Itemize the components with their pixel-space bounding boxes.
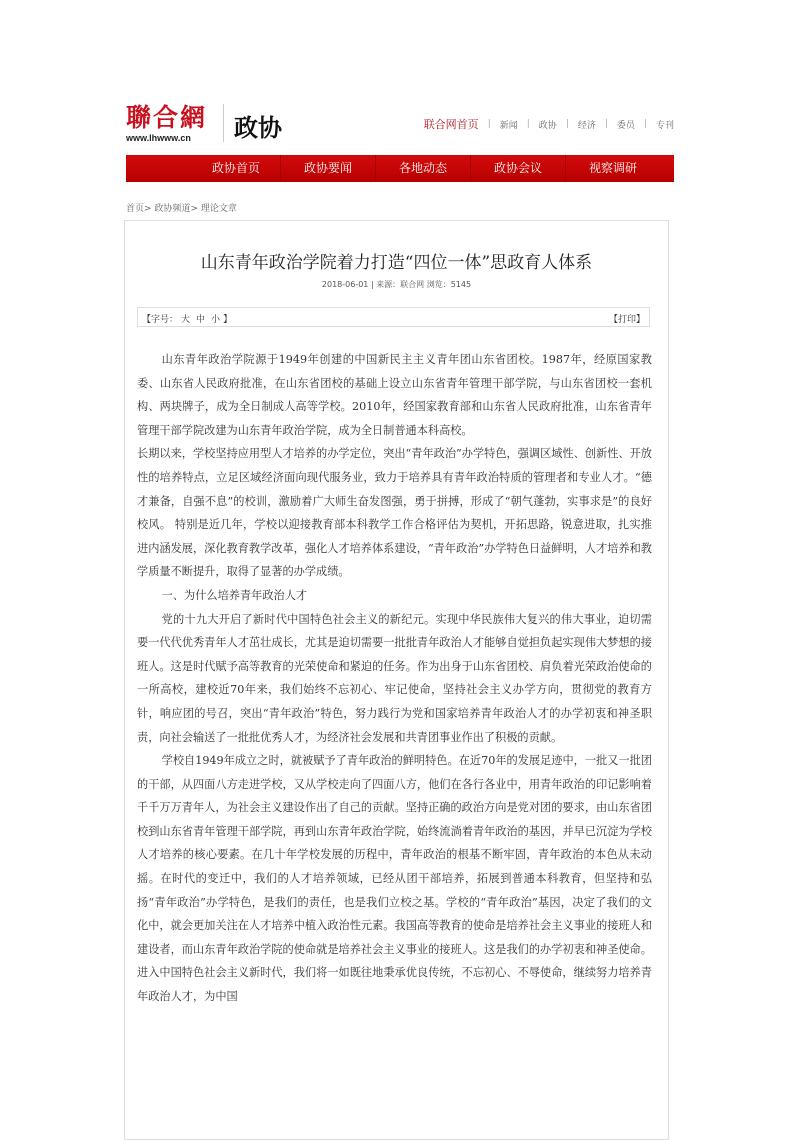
link-separator: |	[526, 119, 530, 129]
link-separator: |	[487, 119, 491, 129]
breadcrumb-separator: >	[190, 204, 201, 214]
breadcrumb-channel[interactable]: 政协频道	[154, 204, 191, 214]
article-paragraph: 学校自1949年成立之时，就被赋予了青年政治的鲜明特色。在近70年的发展足迹中，一批又一批团的干部，从四面八方走进学校，又从学校走向了四面八方，他们在各行各业中，用青年政治的印记影响着千千万万青年人，为社会主义建设作出了自己的贡献。坚持正确的政治方向是党对团的要求，由山东省团校到山东省青年管理干部学院，再到山东青年政治学院，始终流淌着青年政治的基因，并早已沉淀为学校人才培养的核心要素。在几十年学校发展的历程中，青年政治的根基不断牢固，青年政治的本色从未动摇。在时代的变迁中，我们的人才培养领域，已经从团干部培养，拓展到普通本科教育，但坚持和弘扬“青年政治”办学特色，是我们的责任，也是我们立校之基。学校的“青年政治”基因，决定了我们的文化中，就会更加关注在人才培养中植入政治性元素。我国高等教育的使命是培养社会主义事业的接班人和建设者，而山东青年政治学院的使命就是培养社会主义事业的接班人。这是我们的办学初衷和神圣使命。进入中国特色社会主义新时代，我们将一如既往地秉承优良传统，不忘初心、不辱使命，继续努力培养青年政治人才，为中国	[137, 754, 652, 1004]
breadcrumb-home[interactable]: 首页	[126, 204, 145, 214]
font-size-small-button[interactable]: 小	[211, 315, 221, 325]
font-size-label: 【字号：	[142, 315, 179, 325]
top-links	[424, 116, 674, 132]
nav-item-cppcc-home[interactable]: 政协首页	[211, 161, 260, 175]
article-paragraph: 党的十九大开启了新时代中国特色社会主义的新纪元。实现中华民族伟大复兴的伟大事业，迫切需要一代代优秀青年人才茁壮成长，尤其是迫切需要一批批青年政治人才能够自觉担负起实现伟大梦想的接班人。这是时代赋予高等教育的光荣使命和紧迫的任务。作为出身于山东省团校、肩负着光荣政治使命的一所高校，建校近70年来，我们始终不忘初心、牢记使命，坚持社会主义办学方向，贯彻党的教育方针，响应团的号召，突出“青年政治”特色，努力践行为党和国家培养青年政治人才的办学初衷和神圣职责，向社会输送了一批批优秀人才，为经济社会发展和共青团事业作出了积极的贡献。	[137, 612, 652, 744]
article-paragraph: 长期以来，学校坚持应用型人才培养的办学定位，突出“青年政治”办学特色，强调区域性、创新性、开放性的培养特点，立足区域经济面向现代服务业，致力于培养具有青年政治特质的管理者和专业人才。“德才兼备，自强不息”的校训，激励着广大师生奋发图强，勇于拼搏，形成了“朝气蓬勃，实事求是”的良好校风。 特别是近几年，学校以迎接教育部本科教学工作合格评估为契机，开拓思路，锐意进取，扎实推进内涵发展，深化教育教学改革，强化人才培养体系建设，“青年政治”办学特色日益鲜明，人才培养和教学质量不断提升，取得了显著的办学成绩。	[137, 447, 652, 579]
nav-item-inspection[interactable]: 视察调研	[565, 155, 660, 182]
top-link-news[interactable]: 新闻	[499, 120, 518, 131]
article-body	[137, 348, 652, 1009]
link-separator: |	[565, 119, 569, 129]
font-size-controls	[142, 312, 232, 325]
top-link-cppcc[interactable]: 政协	[538, 120, 557, 131]
breadcrumb	[126, 201, 237, 214]
font-size-close: 】	[223, 315, 233, 325]
nav-item-cppcc-news[interactable]: 政协要闻	[280, 155, 375, 182]
article-title: 山东青年政治学院着力打造“四位一体”思政育人体系	[200, 253, 593, 273]
site-header	[126, 102, 674, 152]
breadcrumb-current[interactable]: 理论文章	[200, 204, 237, 214]
breadcrumb-separator: >	[144, 204, 155, 214]
article-toolbar	[137, 307, 650, 327]
logo-text: 聯合網	[126, 103, 208, 132]
main-nav	[126, 155, 674, 182]
top-link-members[interactable]: 委员	[616, 120, 635, 131]
article-meta: 2018-06-01 | 来源：联合网 浏览：5145	[321, 280, 472, 289]
nav-item-local-updates[interactable]: 各地动态	[375, 155, 470, 182]
logo-url: www.lhwww.cn	[126, 133, 191, 143]
article-paragraph: 山东青年政治学院源于1949年创建的中国新民主主义青年团山东省团校。1987年，经原国家教委、山东省人民政府批准，在山东省团校的基础上设立山东省青年管理干部学院，与山东省团校一套机构、两块牌子，成为全日制成人高等学校。2010年，经国家教育部和山东省人民政府批准，山东省青年管理干部学院改建为山东青年政治学院，成为全日制普通本科高校。	[137, 353, 652, 437]
font-size-medium-button[interactable]: 中	[196, 315, 206, 325]
top-link-special[interactable]: 专刊	[655, 120, 674, 131]
site-logo[interactable]	[126, 104, 210, 144]
top-link-economy[interactable]: 经济	[577, 120, 596, 131]
link-separator: |	[643, 119, 647, 129]
top-link-home[interactable]: 联合网首页	[423, 118, 479, 131]
logo-divider	[223, 104, 224, 142]
link-separator: |	[604, 119, 608, 129]
section-heading: 一、为什么培养青年政治人才	[161, 588, 308, 602]
channel-title: 政协	[234, 113, 282, 142]
nav-item-cppcc-meetings[interactable]: 政协会议	[470, 155, 565, 182]
font-size-large-button[interactable]: 大	[181, 315, 191, 325]
print-button[interactable]: 【打印】	[608, 315, 645, 325]
article-container	[124, 220, 669, 1140]
